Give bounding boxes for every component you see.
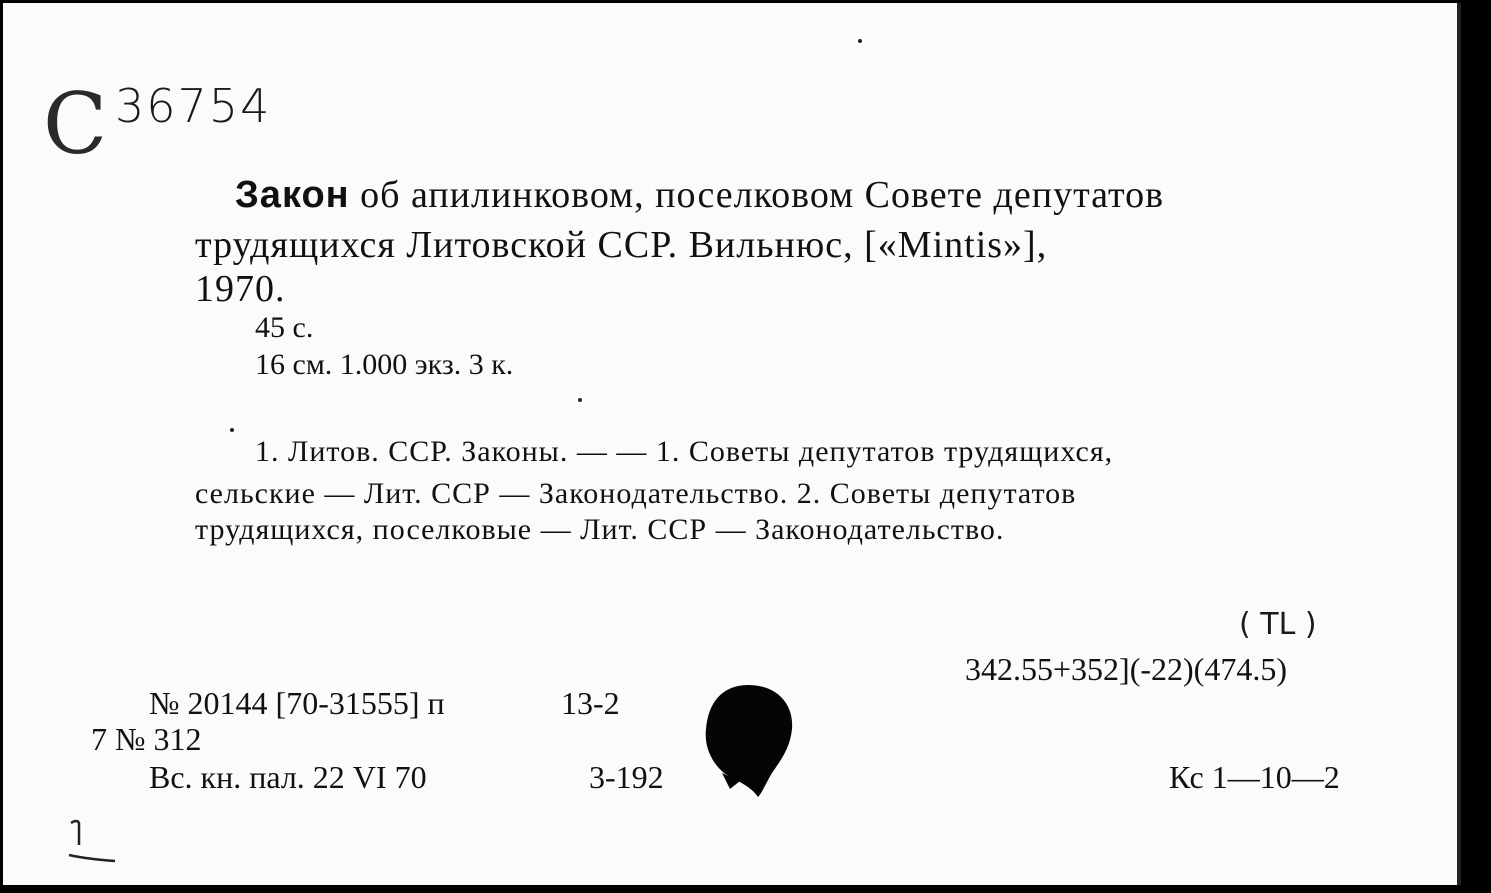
scan-edge <box>1463 0 1491 893</box>
handwritten-margin-mark <box>67 815 127 865</box>
record-number: № 20144 [70-31555] п <box>149 685 445 721</box>
speck <box>230 428 234 432</box>
shelf-mark: Кс 1—10—2 <box>1169 759 1340 795</box>
title-line-2: трудящихся Литовской ССР. Вильнюс, [«Mintis»], <box>195 224 1048 266</box>
record-code-1: 13-2 <box>561 685 620 721</box>
speck <box>858 39 862 43</box>
speck <box>578 398 582 402</box>
subject-line-1: 1. Литов. ССР. Законы. — — 1. Советы депутатов трудящихся, <box>255 435 1114 468</box>
handwritten-note: ( TL ) <box>1239 607 1317 642</box>
title-line-3: 1970. <box>195 268 286 310</box>
ink-blot <box>700 681 796 799</box>
record-line-2: 7 № 312 <box>91 721 202 757</box>
title-keyword: Закон <box>235 174 350 216</box>
record-line-3: Вс. кн. пал. 22 VI 70 <box>149 759 427 795</box>
subject-line-3: трудящихся, поселковые — Лит. ССР — Законодательство. <box>195 513 1005 546</box>
classification-code: 342.55+352](-22)(474.5) <box>965 651 1287 687</box>
catalog-card <box>3 3 1461 885</box>
title-text-1: об апилинковом, поселковом Совете депутатов <box>360 174 1165 216</box>
title-line-1 <box>235 173 1164 217</box>
record-code-2: 3-192 <box>589 759 664 795</box>
pages: 45 с. <box>255 311 314 344</box>
subject-line-2: сельские — Лит. ССР — Законодательство. 2. Советы депутатов <box>195 477 1077 510</box>
call-number: 36754 <box>115 79 272 133</box>
stamp-letter: С <box>43 75 108 173</box>
physical-description: 16 см. 1.000 экз. 3 к. <box>255 348 514 381</box>
